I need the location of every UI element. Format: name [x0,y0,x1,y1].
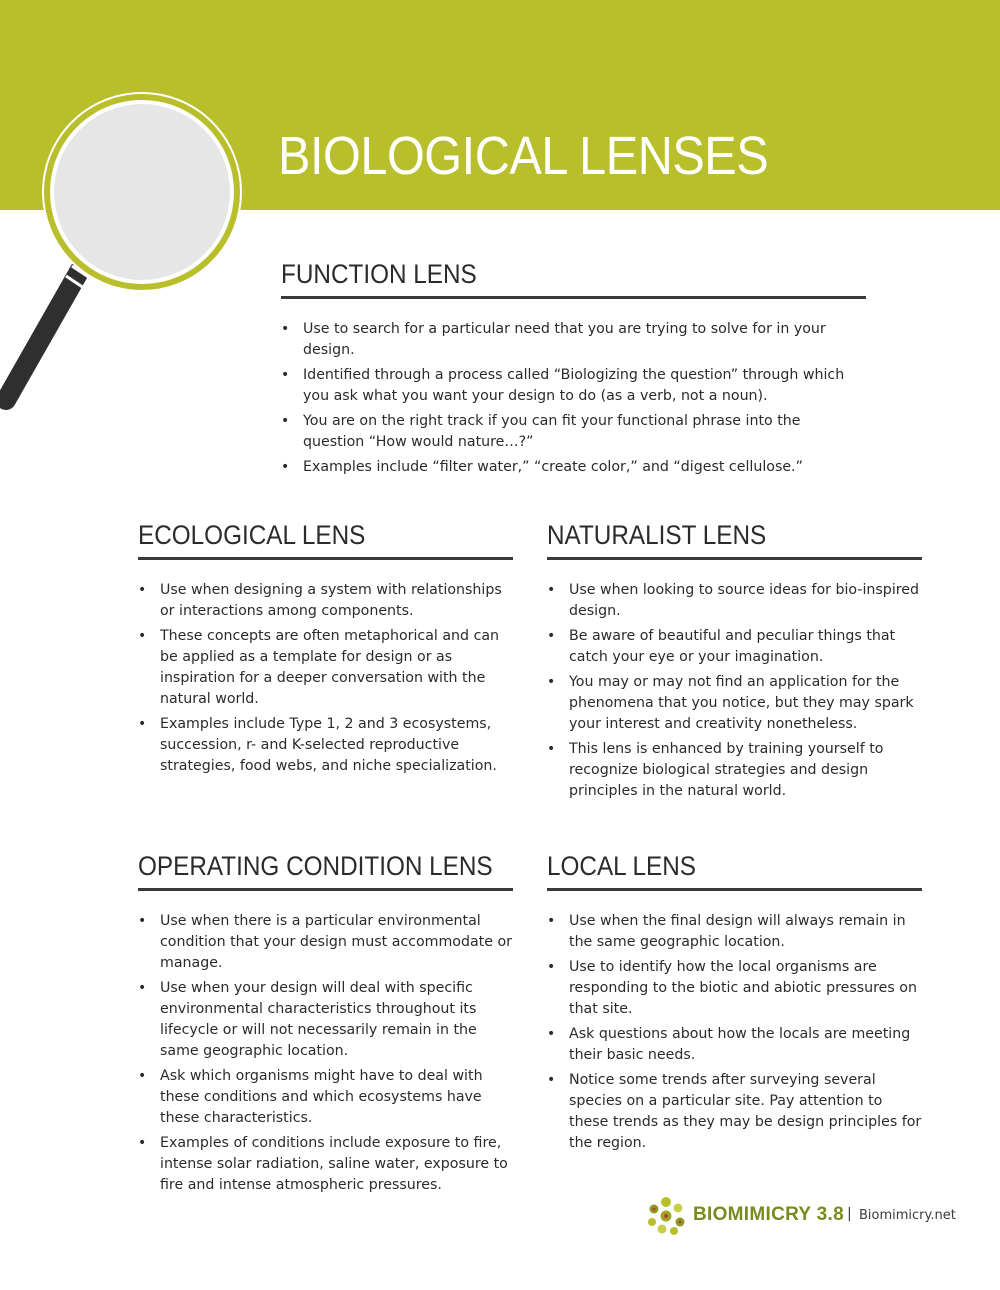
list-item: • These concepts are often metaphorical and can be applied as a template for design or as inspiration for a deeper conversation with the natural world. [138,626,513,710]
footer [644,1194,964,1238]
list-item: • Ask which organisms might have to deal with these conditions and which ecosystems have these characteristics. [138,1066,513,1129]
brand-name: BIOMIMICRY 3.8 [693,1204,844,1225]
list-item: • Identified through a process called “Biologizing the question” through which you ask what you want your design to do (as a verb, not a noun). [281,365,866,407]
ecological-lens-section [138,518,513,781]
bullet-list [547,580,922,802]
local-lens-section [547,849,922,1158]
section-heading: ECOLOGICAL LENS [138,520,366,550]
list-item: • This lens is enhanced by training yourself to recognize biological strategies and design principles in the natural world. [547,739,922,802]
biomimicry-logo-icon [644,1194,690,1238]
operating-condition-lens-section [138,849,513,1200]
section-heading: LOCAL LENS [547,851,697,881]
section-divider [281,296,866,299]
list-item: • You may or may not find an application for the phenomena that you notice, but they may spark your interest and creativity nonetheless. [547,672,922,735]
bullet-list [547,911,922,1154]
magnifying-glass-icon [0,0,260,420]
bullet-list [138,580,513,777]
list-item: • Be aware of beautiful and peculiar things that catch your eye or your imagination. [547,626,922,668]
list-item: • Use when the final design will always remain in the same geographic location. [547,911,922,953]
website-link[interactable]: Biomimicry.net [859,1208,956,1223]
section-heading: NATURALIST LENS [547,520,767,550]
function-lens-section [281,257,866,482]
list-item: • Use when designing a system with relationships or interactions among components. [138,580,513,622]
section-divider [138,557,513,560]
naturalist-lens-section [547,518,922,806]
list-item: • Ask questions about how the locals are meeting their basic needs. [547,1024,922,1066]
section-divider [138,888,513,891]
page-title: BIOLOGICAL LENSES [278,126,769,186]
section-divider [547,557,922,560]
section-heading: FUNCTION LENS [281,259,477,289]
list-item: • You are on the right track if you can fit your functional phrase into the question “How would nature…?” [281,411,866,453]
bullet-list [138,911,513,1196]
list-item: • Use when there is a particular environmental condition that your design must accommodate or manage. [138,911,513,974]
list-item: • Notice some trends after surveying several species on a particular site. Pay attention to these trends as they may be design principles for the region. [547,1070,922,1154]
section-heading: OPERATING CONDITION LENS [138,851,493,881]
bullet-list [281,319,866,478]
list-item: • Use when looking to source ideas for bio-inspired design. [547,580,922,622]
footer-separator: | [847,1206,852,1222]
list-item: • Use to identify how the local organisms are responding to the biotic and abiotic pressures on that site. [547,957,922,1020]
list-item: • Use to search for a particular need that you are trying to solve for in your design. [281,319,866,361]
list-item: • Examples of conditions include exposure to fire, intense solar radiation, saline water, exposure to fire and intense atmospheric pressures. [138,1133,513,1196]
section-divider [547,888,922,891]
list-item: • Use when your design will deal with specific environmental characteristics throughout its lifecycle or will not necessarily remain in the same geographic location. [138,978,513,1062]
list-item: • Examples include Type 1, 2 and 3 ecosystems, succession, r- and K-selected reproductive strategies, food webs, and niche specialization. [138,714,513,777]
list-item: • Examples include “filter water,” “create color,” and “digest cellulose.” [281,457,866,478]
